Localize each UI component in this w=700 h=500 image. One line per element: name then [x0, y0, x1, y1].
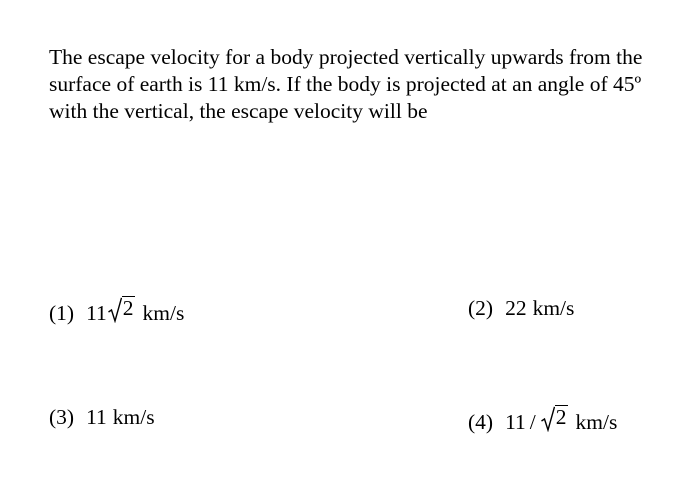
option-numerator: 11 — [505, 410, 526, 434]
sqrt-expression — [108, 294, 135, 320]
option-2[interactable] — [468, 294, 574, 322]
option-4[interactable] — [468, 403, 617, 436]
radicand: 2 — [122, 296, 134, 320]
option-coefficient: 11 — [86, 301, 107, 325]
option-unit: km/s — [575, 410, 618, 434]
option-unit: km/s — [532, 296, 575, 320]
option-unit: km/s — [142, 301, 185, 325]
option-number: (4) — [468, 410, 494, 434]
option-number: (1) — [49, 301, 75, 325]
radicand: 2 — [555, 405, 567, 429]
option-1[interactable] — [49, 294, 184, 327]
option-number: (3) — [49, 405, 75, 429]
fraction-slash: / — [529, 410, 536, 434]
sqrt-icon — [108, 297, 122, 323]
question-text: The escape velocity for a body projected vertically upwards from the surface of earth is 11 km/s. If the body is projected at an angle of 45º with the vertical, the escape velocity will be — [49, 45, 643, 123]
sqrt-icon — [541, 406, 555, 432]
option-unit: km/s — [112, 405, 155, 429]
option-3[interactable] — [49, 403, 155, 431]
option-value: 22 — [505, 296, 527, 320]
sqrt-expression — [541, 403, 568, 429]
question-text-block — [49, 44, 659, 125]
option-value: 11 — [86, 405, 107, 429]
option-number: (2) — [468, 296, 494, 320]
